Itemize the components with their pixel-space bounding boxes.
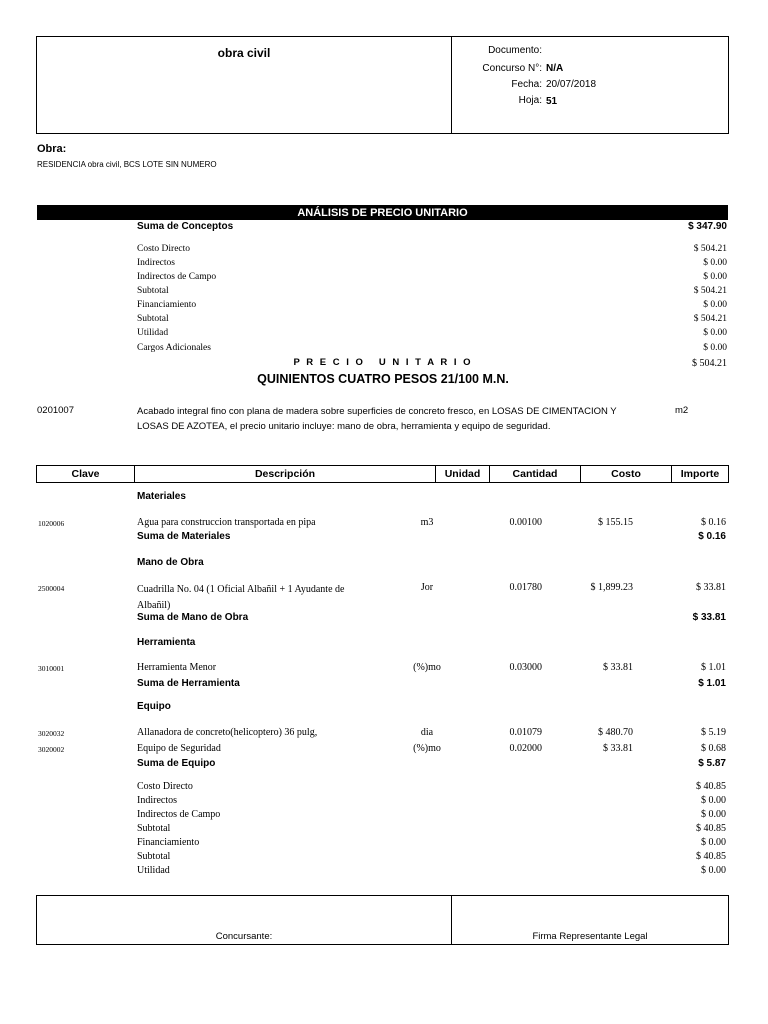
- analysis-line: Subtotal $ 504.21: [137, 286, 727, 296]
- suma-conceptos-value: $ 347.90: [688, 221, 727, 232]
- table-header: [36, 465, 729, 483]
- suma-conceptos-label: Suma de Conceptos: [137, 221, 234, 232]
- col-descripcion: Descripción: [135, 466, 436, 482]
- col-unidad: Unidad: [436, 466, 490, 482]
- analysis-line: Subtotal $ 504.21: [137, 314, 727, 324]
- hoja-label: Hoja:: [518, 95, 542, 106]
- fecha-value: 20/07/2018: [546, 79, 597, 90]
- analysis-line: Indirectos $ 0.00: [137, 258, 727, 268]
- obra-label: Obra:: [37, 143, 67, 155]
- precio-unitario-value: $ 504.21: [692, 358, 727, 369]
- col-cantidad: Cantidad: [490, 466, 581, 482]
- analysis-title-bar: ANÁLISIS DE PRECIO UNITARIO: [37, 205, 728, 220]
- concursante-label: Concursante:: [215, 931, 273, 942]
- company-name: obra civil: [217, 46, 271, 60]
- obra-location: RESIDENCIA obra civil, BCS LOTE SIN NUMERO: [37, 160, 217, 169]
- col-importe: Importe: [680, 468, 720, 480]
- analysis-line: Indirectos de Campo $ 0.00: [137, 272, 727, 282]
- col-costo: Costo: [581, 466, 672, 482]
- concurso-value: N/A: [546, 63, 564, 74]
- hoja-value: 51: [546, 96, 558, 107]
- precio-unitario-label: P R E C I O U N I T A R I O: [293, 357, 473, 368]
- analysis-line: Cargos Adicionales $ 0.00: [137, 343, 727, 353]
- fecha-label: Fecha:: [511, 79, 542, 90]
- suma-conceptos-row: [137, 221, 727, 235]
- analysis-line: Financiamiento $ 0.00: [137, 300, 727, 310]
- firma-label: Firma Representante Legal: [532, 931, 648, 942]
- col-clave: Clave: [37, 466, 135, 482]
- concurso-label: Concurso N°:: [482, 63, 542, 74]
- documento-label: Documento:: [488, 45, 542, 56]
- analysis-line: Costo Directo $ 504.21: [137, 244, 727, 254]
- concept-description: Acabado integral fino con plana de madera sobre superficies de concreto fresco, en LOSAS DE CIMENTACION Y LOSAS DE AZOTEA, el precio unitario incluye: mano de obra, herramienta y equipo de seguridad.: [137, 406, 617, 432]
- concept-code: 0201007: [37, 405, 74, 416]
- analysis-line: Utilidad $ 0.00: [137, 328, 727, 338]
- concept-unit: m2: [675, 405, 689, 416]
- precio-unitario-words: QUINIENTOS CUATRO PESOS 21/100 M.N.: [257, 372, 509, 386]
